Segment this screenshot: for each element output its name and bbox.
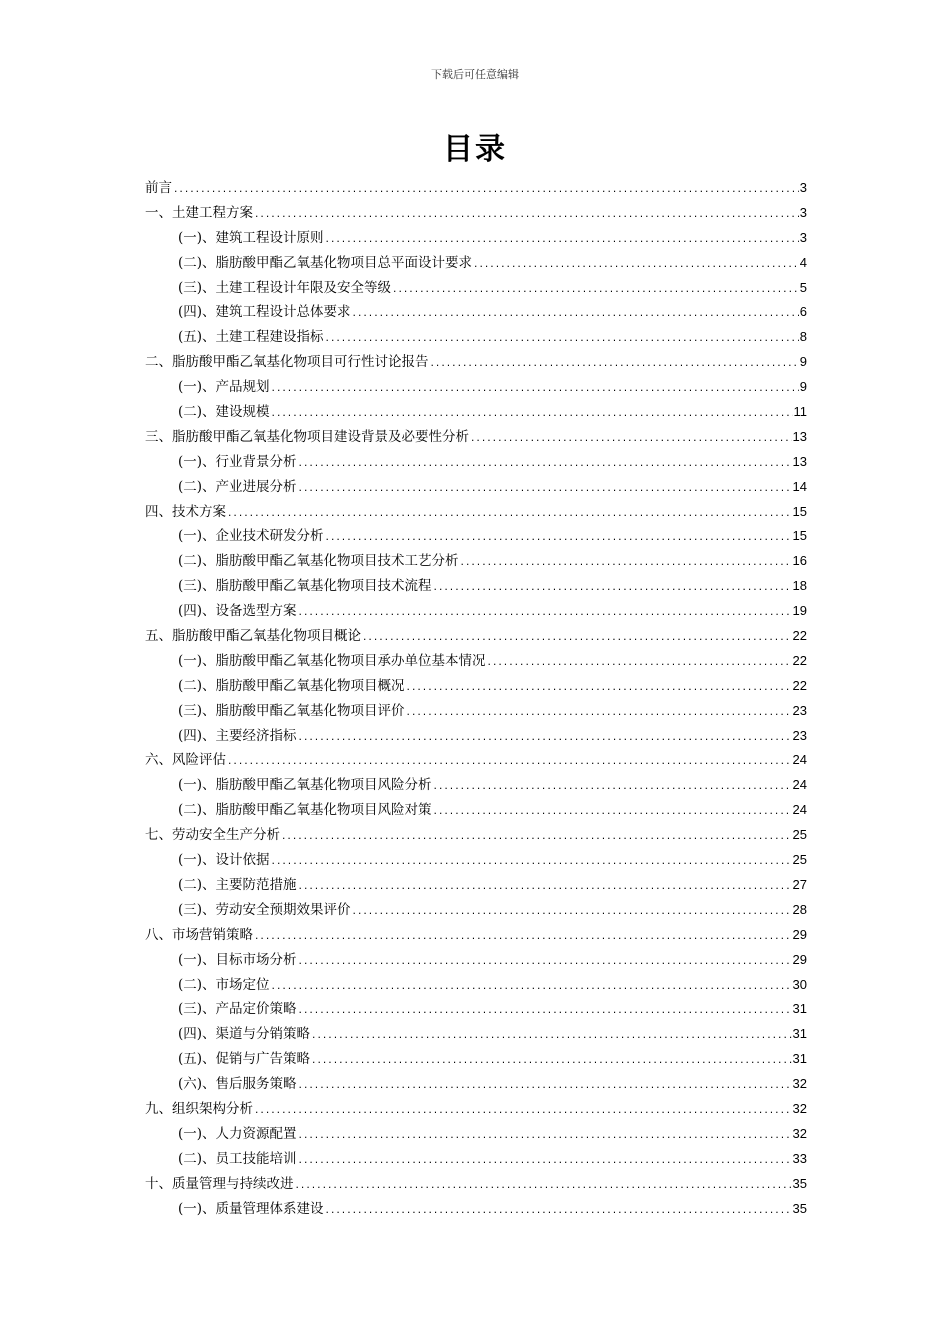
- toc-entry[interactable]: [145, 674, 807, 699]
- dot-leader: [430, 359, 799, 369]
- toc-entry[interactable]: [145, 300, 807, 325]
- toc-entry[interactable]: [145, 848, 807, 873]
- dot-leader: [298, 1006, 792, 1016]
- toc-entry-page-number: 19: [792, 603, 807, 619]
- toc-entry-page-number: 29: [792, 926, 807, 942]
- toc-entry[interactable]: [145, 475, 807, 500]
- toc-entry-page-number: 5: [799, 279, 807, 295]
- dot-leader: [271, 982, 792, 992]
- toc-entry-title: 十、质量管理与持续改进: [145, 1175, 294, 1192]
- toc-entry[interactable]: [145, 1147, 807, 1172]
- dot-leader: [298, 882, 792, 892]
- toc-entry[interactable]: [145, 276, 807, 301]
- toc-entry-title: (二)、市场定位: [178, 976, 270, 993]
- toc-entry-title: 一、土建工程方案: [145, 204, 253, 221]
- dot-leader: [298, 1131, 792, 1141]
- toc-entry[interactable]: [145, 724, 807, 749]
- toc-entry-title: (二)、脂肪酸甲酯乙氧基化物项目概况: [178, 677, 405, 694]
- toc-entry[interactable]: [145, 1122, 807, 1147]
- toc-entry[interactable]: [145, 997, 807, 1022]
- toc-entry-page-number: 24: [792, 752, 807, 768]
- toc-entry-title: (一)、产品规划: [178, 379, 270, 396]
- toc-entry-title: (一)、行业背景分析: [178, 453, 297, 470]
- toc-entry-page-number: 28: [792, 901, 807, 917]
- dot-leader: [473, 260, 799, 270]
- toc-entry[interactable]: [145, 624, 807, 649]
- dot-leader: [271, 384, 799, 394]
- toc-entry-page-number: 16: [792, 553, 807, 569]
- dot-leader: [298, 733, 792, 743]
- toc-entry[interactable]: [145, 973, 807, 998]
- toc-entry-page-number: 23: [792, 727, 807, 743]
- dot-leader: [325, 334, 799, 344]
- toc-entry[interactable]: [145, 1072, 807, 1097]
- dot-leader: [311, 1056, 791, 1066]
- toc-entry-title: (一)、脂肪酸甲酯乙氧基化物项目承办单位基本情况: [178, 652, 486, 669]
- dot-leader: [433, 807, 792, 817]
- toc-entry-page-number: 33: [792, 1150, 807, 1166]
- toc-entry[interactable]: [145, 325, 807, 350]
- toc-entry-page-number: 31: [792, 1026, 807, 1042]
- dot-leader: [298, 608, 792, 618]
- toc-entry-page-number: 3: [799, 180, 807, 195]
- toc-entry-page-number: 23: [792, 702, 807, 718]
- dot-leader: [227, 509, 792, 519]
- dot-leader: [298, 459, 792, 469]
- toc-entry-page-number: 18: [792, 578, 807, 594]
- dot-leader: [311, 1031, 791, 1041]
- toc-entry-title: (三)、脂肪酸甲酯乙氧基化物项目评价: [178, 702, 405, 719]
- toc-entry-title: (四)、设备选型方案: [178, 603, 297, 620]
- toc-entry-title: (四)、主要经济指标: [178, 727, 297, 744]
- toc-entry-page-number: 13: [792, 453, 807, 469]
- toc-entry-title: (三)、产品定价策略: [178, 1001, 297, 1018]
- toc-entry-title: (一)、质量管理体系建设: [178, 1200, 324, 1217]
- dot-leader: [298, 484, 792, 494]
- toc-entry-page-number: 22: [792, 652, 807, 668]
- toc-entry-page-number: 6: [799, 304, 807, 320]
- toc-entry-page-number: 25: [792, 827, 807, 843]
- toc-entry-title: (三)、土建工程设计年限及安全等级: [178, 279, 392, 296]
- dot-leader: [325, 533, 792, 543]
- dot-leader: [352, 309, 799, 319]
- toc-entry-title: (二)、脂肪酸甲酯乙氧基化物项目技术工艺分析: [178, 553, 459, 570]
- toc-entry[interactable]: [145, 1172, 807, 1197]
- toc-entry[interactable]: [145, 773, 807, 798]
- dot-leader: [227, 757, 792, 767]
- toc-entry-page-number: 22: [792, 628, 807, 644]
- dot-leader: [470, 434, 792, 444]
- toc-entry-page-number: 25: [792, 852, 807, 868]
- toc-entry[interactable]: [145, 823, 807, 848]
- toc-entry[interactable]: [145, 699, 807, 724]
- toc-entry-title: 前言: [145, 180, 172, 196]
- toc-entry-title: (五)、促销与广告策略: [178, 1051, 311, 1068]
- dot-leader: [271, 857, 792, 867]
- toc-entry-page-number: 24: [792, 802, 807, 818]
- toc-entry[interactable]: [145, 425, 807, 450]
- toc-entry-page-number: 9: [799, 354, 807, 370]
- toc-entry-page-number: 31: [792, 1001, 807, 1017]
- toc-entry[interactable]: [145, 923, 807, 948]
- toc-entry-title: (一)、人力资源配置: [178, 1125, 297, 1142]
- dot-leader: [352, 907, 792, 917]
- toc-entry[interactable]: [145, 649, 807, 674]
- toc-entry[interactable]: [145, 1047, 807, 1072]
- toc-entry[interactable]: [145, 450, 807, 475]
- dot-leader: [362, 633, 792, 643]
- toc-entry-page-number: 35: [792, 1200, 807, 1216]
- toc-entry[interactable]: [145, 1022, 807, 1047]
- toc-entry-page-number: 11: [793, 404, 807, 420]
- toc-entry-title: (二)、脂肪酸甲酯乙氧基化物项目风险对策: [178, 802, 432, 819]
- toc-entry-page-number: 30: [792, 976, 807, 992]
- toc-entry-page-number: 9: [799, 379, 807, 395]
- toc-entry-page-number: 8: [799, 329, 807, 345]
- toc-entry[interactable]: [145, 350, 807, 375]
- toc-entry-title: 二、脂肪酸甲酯乙氧基化物项目可行性讨论报告: [145, 354, 429, 371]
- toc-entry[interactable]: [145, 549, 807, 574]
- dot-leader: [392, 285, 799, 295]
- dot-leader: [173, 185, 799, 195]
- toc-entry-title: (六)、售后服务策略: [178, 1076, 297, 1093]
- toc-entry[interactable]: [145, 251, 807, 276]
- dot-leader: [487, 658, 792, 668]
- page-header-note: 下载后可任意编辑: [431, 68, 519, 81]
- toc-entry[interactable]: [145, 524, 807, 549]
- toc-entry-title: (二)、员工技能培训: [178, 1150, 297, 1167]
- dot-leader: [298, 1156, 792, 1166]
- table-of-contents: [145, 176, 807, 1221]
- toc-entry-title: 九、组织架构分析: [145, 1100, 253, 1117]
- toc-entry-title: (二)、脂肪酸甲酯乙氧基化物项目总平面设计要求: [178, 254, 473, 271]
- dot-leader: [254, 932, 792, 942]
- toc-entry-title: (五)、土建工程建设指标: [178, 329, 324, 346]
- toc-entry-title: (四)、建筑工程设计总体要求: [178, 304, 351, 321]
- toc-entry-page-number: 22: [792, 677, 807, 693]
- toc-entry-title: (一)、企业技术研发分析: [178, 528, 324, 545]
- toc-entry-title: 四、技术方案: [145, 503, 226, 520]
- toc-entry-page-number: 3: [799, 204, 807, 220]
- dot-leader: [254, 1106, 792, 1116]
- toc-entry[interactable]: [145, 898, 807, 923]
- dot-leader: [325, 235, 799, 245]
- toc-entry-title: (一)、目标市场分析: [178, 951, 297, 968]
- toc-entry-title: (三)、劳动安全预期效果评价: [178, 901, 351, 918]
- toc-entry-title: 七、劳动安全生产分析: [145, 827, 280, 844]
- toc-entry[interactable]: [145, 226, 807, 251]
- toc-entry[interactable]: [145, 1097, 807, 1122]
- toc-entry[interactable]: [145, 599, 807, 624]
- toc-entry[interactable]: [145, 201, 807, 226]
- page-title: 目录: [443, 132, 507, 167]
- toc-entry-title: 八、市场营销策略: [145, 926, 253, 943]
- toc-entry-title: (二)、建设规模: [178, 404, 270, 421]
- toc-entry-title: (四)、渠道与分销策略: [178, 1026, 311, 1043]
- toc-entry-page-number: 29: [792, 951, 807, 967]
- toc-entry-title: (三)、脂肪酸甲酯乙氧基化物项目技术流程: [178, 578, 432, 595]
- toc-entry-page-number: 3: [799, 229, 807, 245]
- dot-leader: [271, 409, 793, 419]
- toc-entry[interactable]: [145, 500, 807, 525]
- toc-entry[interactable]: [145, 1197, 807, 1222]
- toc-entry-page-number: 32: [792, 1125, 807, 1141]
- toc-entry[interactable]: [145, 948, 807, 973]
- toc-entry[interactable]: [145, 574, 807, 599]
- toc-entry-title: (二)、产业进展分析: [178, 478, 297, 495]
- toc-entry-title: 六、风险评估: [145, 752, 226, 769]
- toc-entry-page-number: 15: [792, 503, 807, 519]
- toc-entry[interactable]: [145, 176, 807, 201]
- toc-entry[interactable]: [145, 873, 807, 898]
- toc-entry-page-number: 31: [792, 1051, 807, 1067]
- dot-leader: [325, 1206, 792, 1216]
- dot-leader: [460, 558, 792, 568]
- toc-entry[interactable]: [145, 400, 807, 425]
- toc-entry-title: (一)、脂肪酸甲酯乙氧基化物项目风险分析: [178, 777, 432, 794]
- toc-entry[interactable]: [145, 375, 807, 400]
- toc-entry-page-number: 24: [792, 777, 807, 793]
- toc-entry-title: 三、脂肪酸甲酯乙氧基化物项目建设背景及必要性分析: [145, 428, 469, 445]
- toc-entry-title: (二)、主要防范措施: [178, 876, 297, 893]
- dot-leader: [406, 708, 792, 718]
- toc-entry-page-number: 27: [792, 876, 807, 892]
- toc-entry-page-number: 35: [792, 1175, 807, 1191]
- dot-leader: [433, 583, 792, 593]
- dot-leader: [281, 832, 792, 842]
- toc-entry-title: (一)、设计依据: [178, 852, 270, 869]
- dot-leader: [298, 957, 792, 967]
- dot-leader: [254, 210, 799, 220]
- toc-entry[interactable]: [145, 748, 807, 773]
- toc-entry-page-number: 4: [799, 254, 807, 270]
- dot-leader: [298, 1081, 792, 1091]
- toc-entry-page-number: 32: [792, 1100, 807, 1116]
- toc-entry[interactable]: [145, 798, 807, 823]
- toc-entry-page-number: 32: [792, 1076, 807, 1092]
- dot-leader: [433, 782, 792, 792]
- toc-entry-title: (一)、建筑工程设计原则: [178, 229, 324, 246]
- toc-entry-page-number: 13: [792, 428, 807, 444]
- toc-entry-title: 五、脂肪酸甲酯乙氧基化物项目概论: [145, 628, 361, 645]
- dot-leader: [295, 1181, 792, 1191]
- toc-entry-page-number: 14: [792, 478, 807, 494]
- dot-leader: [406, 683, 792, 693]
- toc-entry-page-number: 15: [792, 528, 807, 544]
